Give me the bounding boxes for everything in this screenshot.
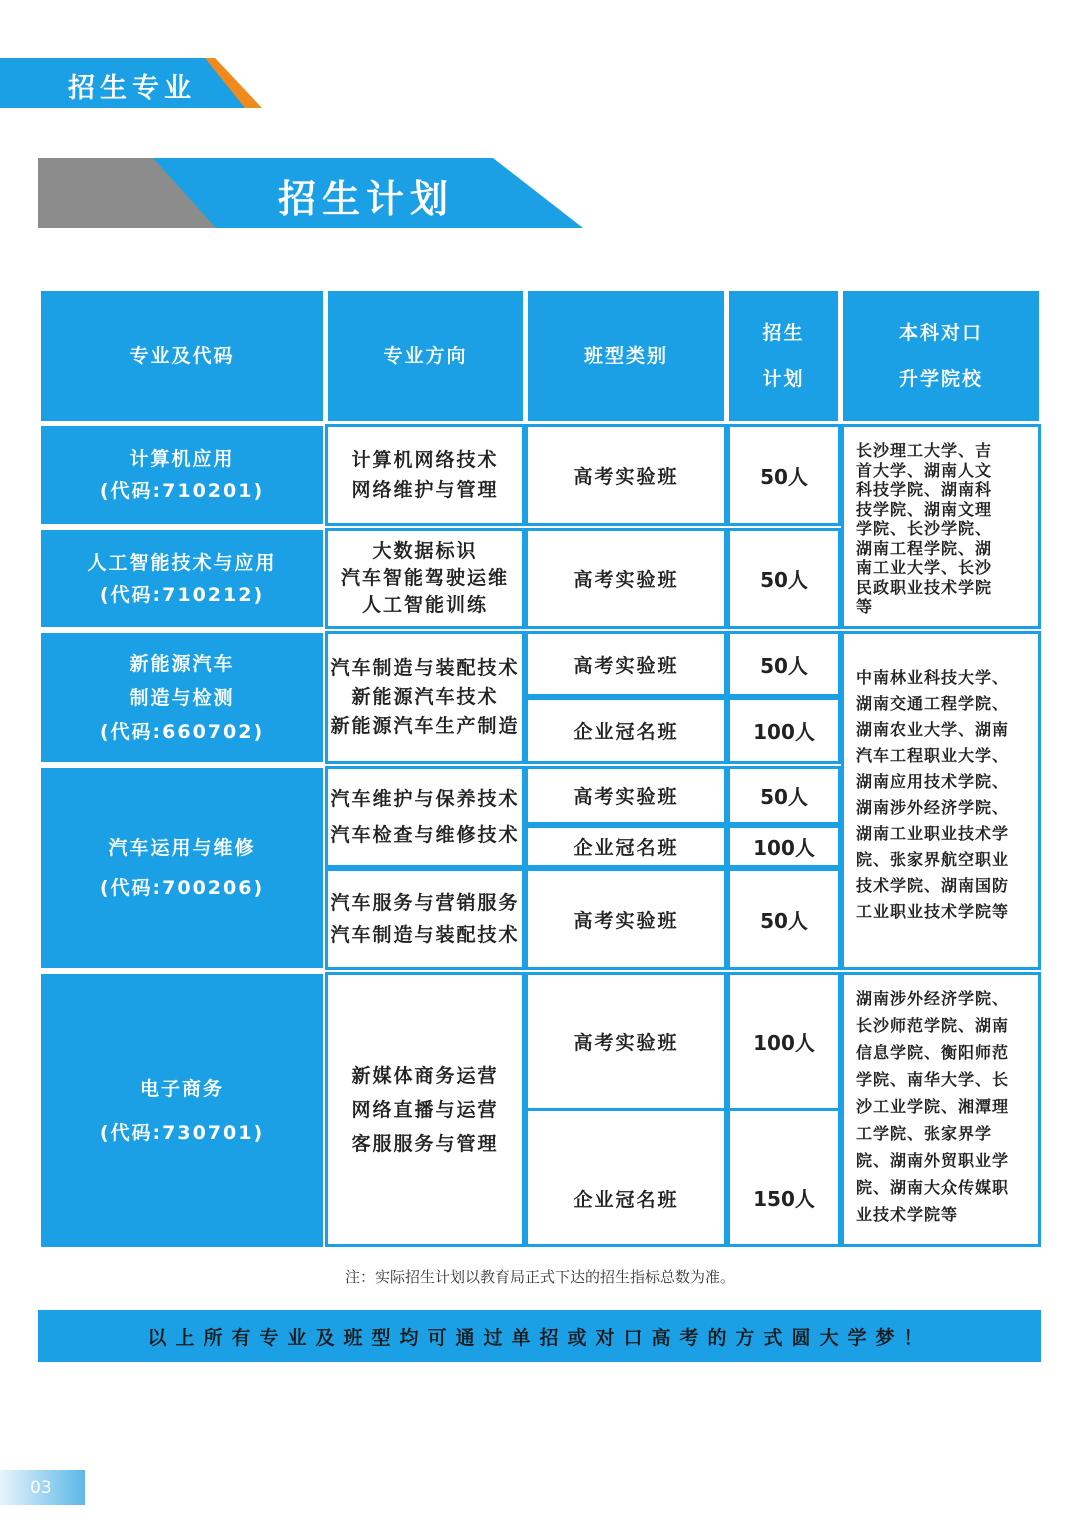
plan-cell: 100人 [727,825,841,868]
plan-cell: 50人 [727,424,841,526]
direction-cell: 汽车服务与营销服务 汽车制造与装配技术 [325,868,525,970]
plan-cell: 50人 [727,766,841,825]
plan-header [38,158,583,228]
plan-cell: 50人 [727,631,841,697]
major-cell: 人工智能技术与应用 (代码:710212) [41,530,323,627]
plan-cell: 50人 [727,528,841,629]
slogan-banner: 以上所有专业及班型均可通过单招或对口高考的方式圆大学梦！ [38,1310,1041,1362]
direction-cell: 汽车制造与装配技术 新能源汽车技术 新能源汽车生产制造 [325,631,525,764]
major-cell: 计算机应用 (代码:710201) [41,426,323,524]
class-type-cell: 高考实验班 [525,766,727,825]
header-direction: 专业方向 [328,291,523,421]
plan-title: 招生计划 [278,177,455,221]
plan-cell: 50人 [727,868,841,970]
direction-cell: 新媒体商务运营 网络直播与运营 客服服务与管理 [325,972,525,1247]
class-type-cell: 高考实验班 [525,972,727,1111]
plan-cell: 100人 [727,972,841,1111]
section-header [0,58,265,108]
page-number: 03 [0,1470,85,1505]
class-type-cell: 高考实验班 [525,424,727,526]
class-type-cell: 高考实验班 [525,631,727,697]
direction-cell: 汽车维护与保养技术 汽车检查与维修技术 [325,766,525,868]
class-type-cell: 企业冠名班 [525,825,727,868]
footnote: 注：实际招生计划以教育局正式下达的招生指标总数为准。 [344,1268,735,1286]
header-plan: 招生 计划 [729,291,838,421]
university-cell: 中南林业科技大学、 湖南交通工程学院、 湖南农业大学、湖南 汽车工程职业大学、 湖南应用技术学院、 湖南涉外经济学院、 湖南工业职业技术学 院、张家界航空职业 技术学院、湖南国防 工业职业技术学院等 [841,631,1041,970]
header-major: 专业及代码 [41,291,323,421]
plan-cell: 150人 [727,1108,841,1247]
class-type-cell: 企业冠名班 [525,697,727,764]
major-cell: 汽车运用与维修 (代码:700206) [41,768,323,968]
direction-cell: 大数据标识 汽车智能驾驶运维 人工智能训练 [325,528,525,629]
plan-cell: 100人 [727,697,841,764]
university-cell: 湖南涉外经济学院、 长沙师范学院、湖南 信息学院、衡阳师范 学院、南华大学、长 沙工业学院、湘潭理 工学院、张家界学 院、湖南外贸职业学 院、湖南大众传媒职 业技术学院等 [841,972,1041,1247]
class-type-cell: 企业冠名班 [525,1108,727,1247]
major-cell: 电子商务 (代码:730701) [41,974,323,1247]
major-cell: 新能源汽车 制造与检测 (代码:660702) [41,633,323,762]
direction-cell: 计算机网络技术 网络维护与管理 [325,424,525,526]
class-type-cell: 高考实验班 [525,528,727,629]
class-type-cell: 高考实验班 [525,868,727,970]
header-university: 本科对口 升学院校 [843,291,1039,421]
header-class-type: 班型类别 [528,291,724,421]
section-title: 招生专业 [68,73,196,104]
university-cell: 长沙理工大学、吉 首大学、湖南人文 科技学院、湖南科 技学院、湖南文理 学院、长沙学院、 湖南工程学院、湖 南工业大学、长沙 民政职业技术学院 等 [841,424,1041,629]
